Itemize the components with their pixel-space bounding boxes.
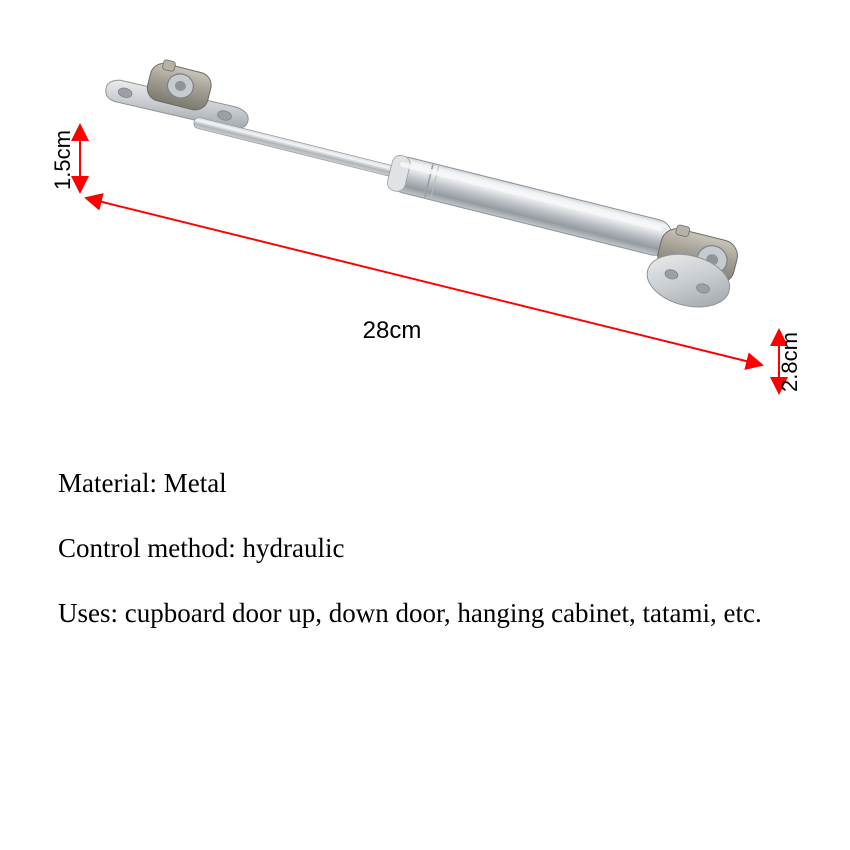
dimension-length-label: 28cm [362, 317, 422, 344]
spec-control-method: Control method: hydraulic [58, 533, 345, 563]
specification-list [58, 470, 838, 665]
spec-uses: Uses: cupboard door up, down door, hanging cabinet, tatami, etc. [58, 598, 762, 628]
dimension-height-label: 1.5cm [50, 130, 75, 190]
dimension-height [50, 125, 80, 192]
spec-material: Material: Metal [58, 468, 227, 498]
gas-spring-illustration [89, 47, 751, 315]
dimension-width-label: 2.8cm [777, 332, 802, 392]
cylinder-body [386, 154, 676, 259]
piston-rod [193, 117, 395, 177]
dimension-width [777, 330, 802, 393]
